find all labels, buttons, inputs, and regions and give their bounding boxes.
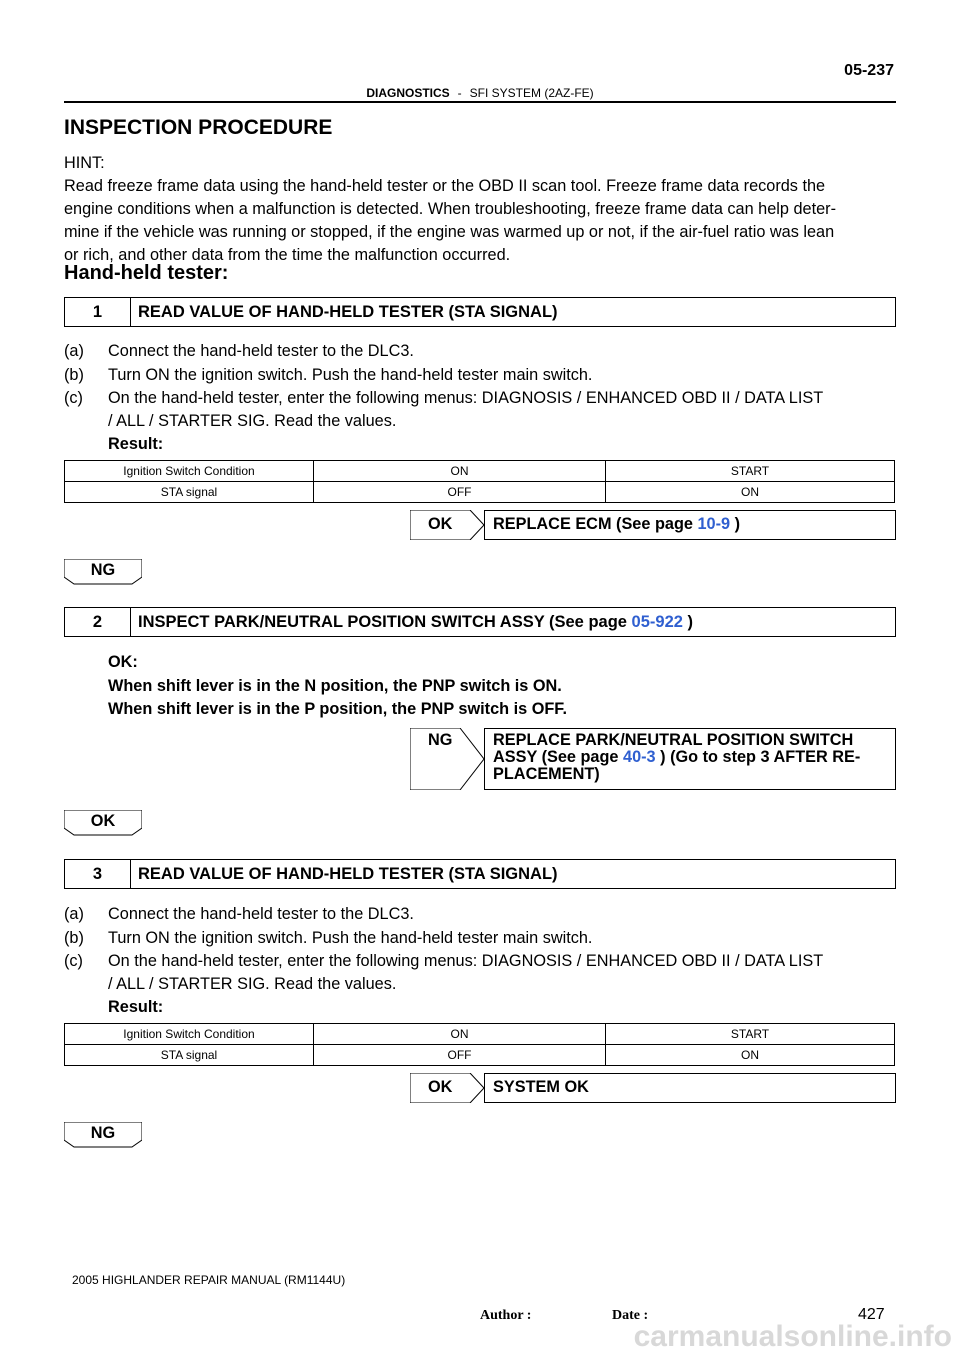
table-cell: OFF [314,482,606,503]
ng-action-line-3: PLACEMENT) [493,765,600,783]
step-1-result-label: Result: [108,435,164,453]
table-cell: OFF [314,1045,606,1066]
step-2-ok-label: OK: [108,653,138,671]
header-separator: - [457,86,462,100]
table-row [65,1024,895,1045]
step-1-ng-tag [64,559,142,583]
step-2-title [138,608,693,636]
step-3-item-a [0,903,960,927]
hint-line-1: Read freeze frame data using the hand-held tester or the OBD II scan tool. Freeze frame data records the [64,177,826,195]
step-1-item-c [0,387,960,411]
item-label: (c) [64,389,83,407]
footer-page: 427 [858,1306,885,1323]
step-3-item-c [0,950,960,974]
page-link[interactable]: 05-922 [631,613,683,631]
table-row [65,461,895,482]
hint-line-2: engine conditions when a malfunction is detected. When troubleshooting, freeze frame data can help deter- [64,200,837,218]
step-3-result-label: Result: [108,998,164,1016]
footer-author: Author : [480,1308,532,1323]
item-text: Turn ON the ignition switch. Push the hand-held tester main switch. [108,929,593,947]
table-row [65,1045,895,1066]
step-3-number: 3 [65,860,131,888]
step-3-ng-tag [64,1122,142,1146]
ok-action: REPLACE ECM (See page [493,515,698,533]
footer-manual: 2005 HIGHLANDER REPAIR MANUAL (RM1144U) [72,1273,346,1287]
item-text: Connect the hand-held tester to the DLC3. [108,342,414,360]
item-label: (a) [64,905,84,923]
step-1-title: READ VALUE OF HAND-HELD TESTER (STA SIGNAL) [138,303,558,321]
ok-label: OK [90,812,116,830]
header-subsection: SFI SYSTEM (2AZ-FE) [469,86,594,100]
table-cell: Ignition Switch Condition [65,461,314,482]
table-row [65,482,895,503]
subtitle: Hand-held tester: [64,262,229,284]
hint-label: HINT: [64,154,105,172]
ng-action-text: ) (Go to step 3 AFTER RE- [655,748,861,766]
ok-label: OK [428,1078,453,1096]
ng-label: NG [428,731,453,749]
ok-action: SYSTEM OK [493,1078,589,1096]
item-text: Turn ON the ignition switch. Push the hand-held tester main switch. [108,366,593,384]
hint-line-3: mine if the vehicle was running or stopped, if the engine was warmed up or not, if the air-fuel ratio was lean [64,223,835,241]
table-cell: STA signal [65,482,314,503]
table-cell: Ignition Switch Condition [65,1024,314,1045]
table-cell: ON [606,482,895,503]
step-2-ok-line-2: When shift lever is in the P position, the PNP switch is OFF. [108,700,567,718]
item-text: On the hand-held tester, enter the following menus: DIAGNOSIS / ENHANCED OBD II / DATA LIST [108,389,824,407]
table-cell: STA signal [65,1045,314,1066]
step-3-result-table [64,1023,895,1066]
step-2-ng-arrow [410,728,484,790]
item-label: (c) [64,952,83,970]
step-1-number: 1 [65,298,131,326]
step-1-item-b [0,364,960,388]
footer-date: Date : [612,1308,649,1323]
table-cell: ON [606,1045,895,1066]
header-section: DIAGNOSTICS [366,86,450,100]
item-label: (b) [64,366,84,384]
step-1-item-c-cont: / ALL / STARTER SIG. Read the values. [108,412,397,430]
ng-label: NG [90,561,116,579]
step-2-ok-line-1: When shift lever is in the N position, the PNP switch is ON. [108,677,562,695]
step-2-ng-result [484,728,896,790]
hint-line-4: or rich, and other data from the time the malfunction occurred. [64,246,511,264]
item-label: (a) [64,342,84,360]
page-link[interactable]: 10-9 [697,515,731,533]
step-3-item-c-cont: / ALL / STARTER SIG. Read the values. [108,975,397,993]
ng-action-text: ASSY (See page [493,748,624,766]
table-cell: ON [314,461,606,482]
step-2-number: 2 [65,608,131,636]
ok-close: ) [730,515,741,533]
running-header [0,86,960,100]
step-1-result-table [64,460,895,503]
table-cell: START [606,1024,895,1045]
step-3-title: READ VALUE OF HAND-HELD TESTER (STA SIGNAL) [138,865,558,883]
ng-action-line-2 [493,749,889,766]
step-1-box [64,297,896,327]
page-number: 05-237 [844,62,894,79]
page-link[interactable]: 40-3 [623,748,656,766]
item-text: On the hand-held tester, enter the following menus: DIAGNOSIS / ENHANCED OBD II / DATA LIST [108,952,824,970]
step-1-ok-arrow [410,510,484,540]
table-cell: START [606,461,895,482]
step-3-ok-arrow [410,1073,484,1103]
step-3-item-b [0,927,960,951]
step-1-item-a [0,340,960,364]
watermark-text: carmanualsonline.info [633,1320,952,1353]
ok-label: OK [428,515,453,533]
watermark [0,1320,960,1354]
item-label: (b) [64,929,84,947]
table-cell: ON [314,1024,606,1045]
step-2-box [64,607,896,637]
step-2-title-close: ) [682,613,694,631]
ng-label: NG [90,1124,116,1142]
step-3-ok-result [484,1073,896,1103]
step-3-box [64,859,896,889]
item-text: Connect the hand-held tester to the DLC3. [108,905,414,923]
page-title: INSPECTION PROCEDURE [64,116,333,139]
step-1-ok-result [484,510,896,540]
header-rule [64,101,896,103]
ng-action-line-1: REPLACE PARK/NEUTRAL POSITION SWITCH [493,731,854,749]
step-2-title-text: INSPECT PARK/NEUTRAL POSITION SWITCH ASSY (See page [138,613,632,631]
step-2-ok-tag [64,810,142,834]
